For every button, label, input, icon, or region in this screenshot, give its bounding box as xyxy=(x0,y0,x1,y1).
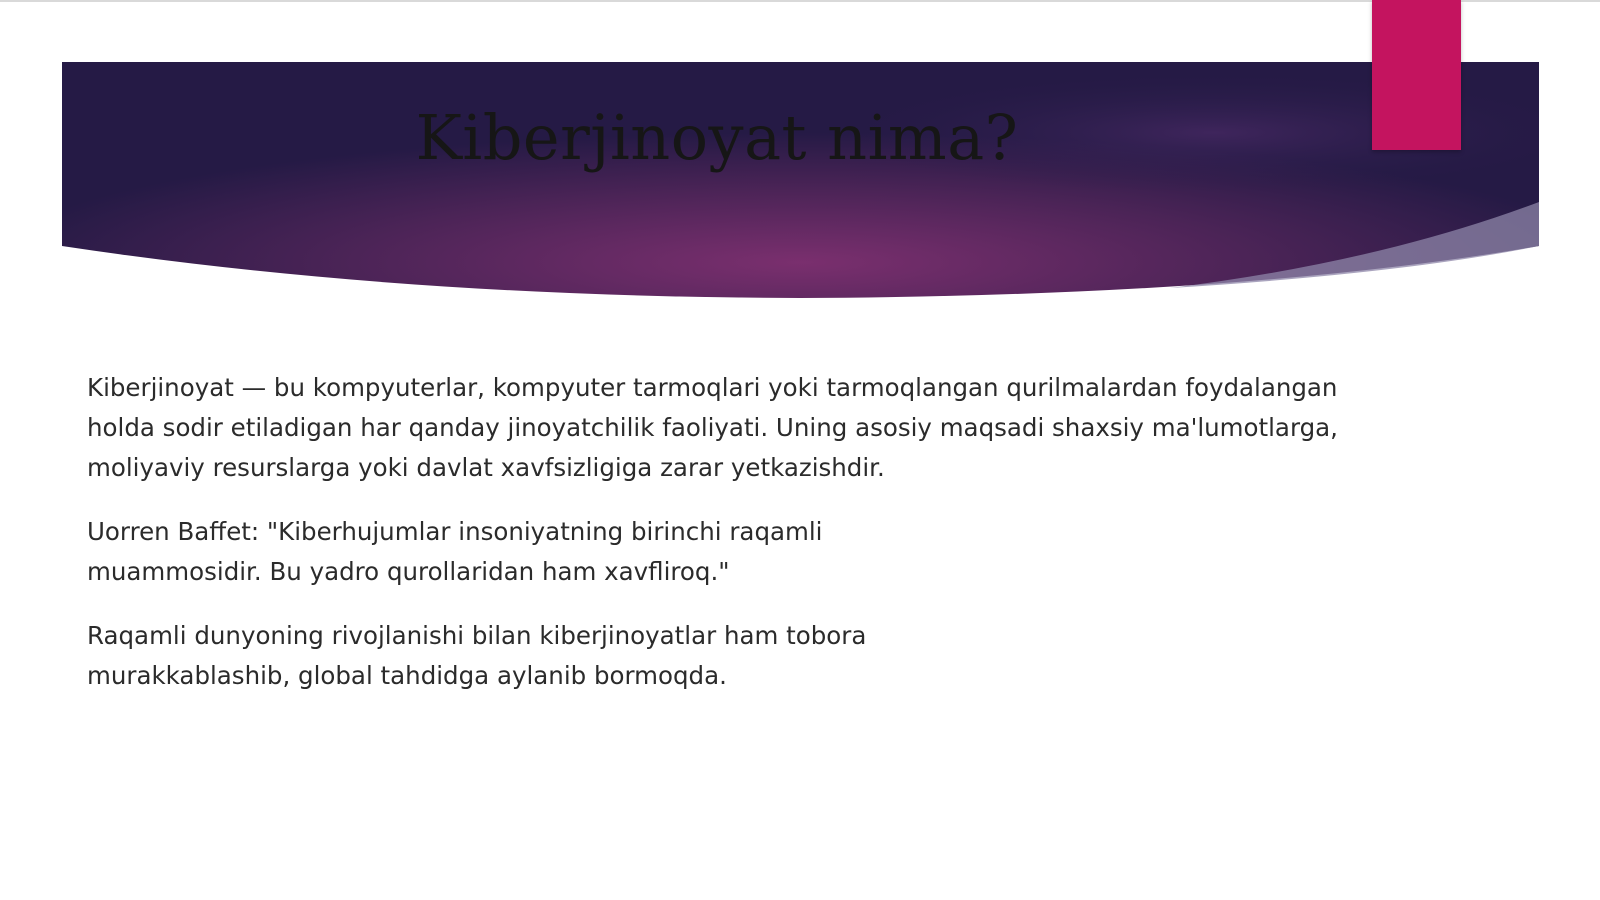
trend-paragraph: Raqamli dunyoning rivojlanishi bilan kiberjinoyatlar ham tobora murakkablashib, global tahdidga aylanib bormoqda. xyxy=(87,621,867,690)
definition-paragraph: Kiberjinoyat — bu kompyuterlar, kompyuter tarmoqlari yoki tarmoqlangan qurilmalardan foydalangan holda sodir etiladigan har qanday jinoyatchilik faoliyati. Uning asosiy maqsadi shaxsiy ma'lumotlarga, moliyaviy resurslarga yoki davlat xavfsizligiga zarar yetkazishdir. xyxy=(87,373,1338,482)
accent-tab xyxy=(1372,0,1461,150)
slide-body xyxy=(87,368,1387,720)
slide-title: Kiberjinoyat nima? xyxy=(415,101,1019,174)
quote-paragraph: Uorren Baffet: "Kiberhujumlar insoniyatning birinchi raqamli muammosidir. Bu yadro qurollaridan ham xavfliroq." xyxy=(87,517,823,586)
